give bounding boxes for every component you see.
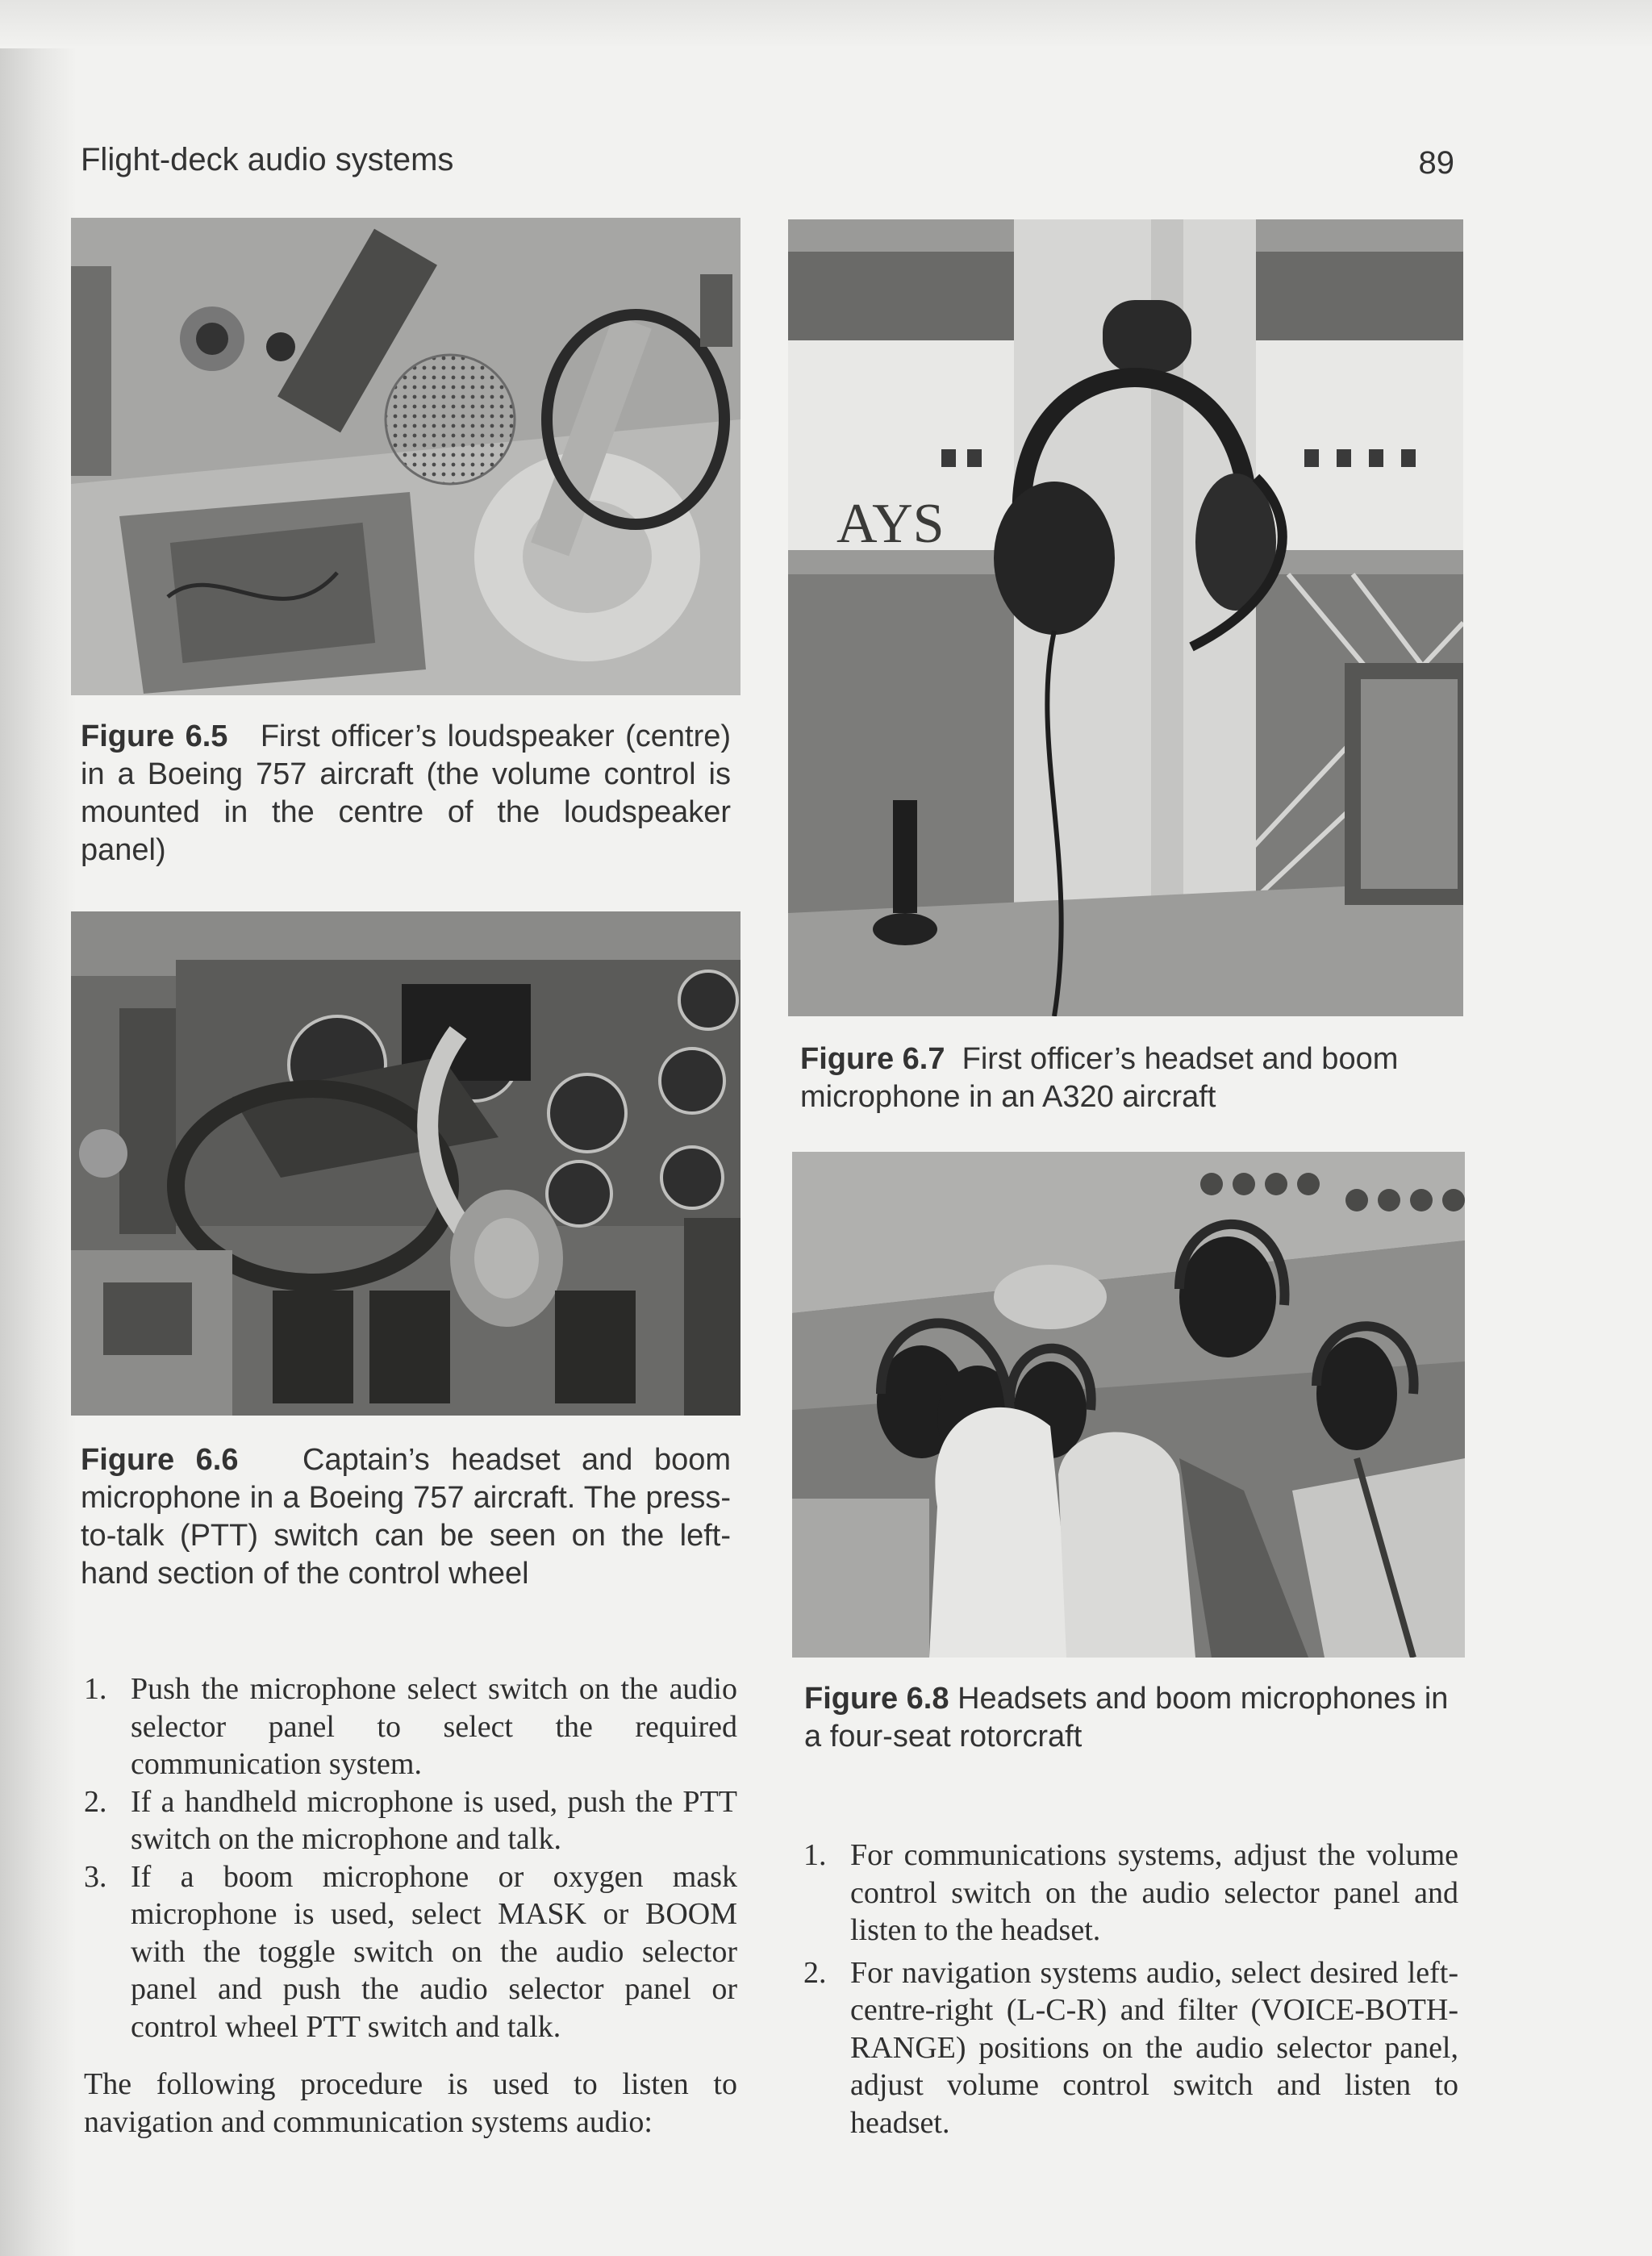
figure-6-8-photo [792, 1152, 1465, 1658]
list-item-text: If a handheld microphone is used, push the PTT switch on the microphone and talk. [131, 1784, 737, 1856]
list-item-number: 1. [803, 1838, 827, 1872]
list-item-text: For communications systems, adjust the volume control switch on the audio selector panel and listen to the headset. [850, 1838, 1458, 1947]
figure-6-8-text: Headsets and boom microphones in a four-seat rotorcraft [804, 1682, 1449, 1754]
figure-6-5-text: First officer’s loudspeaker (centre) in a Boeing 757 aircraft (the volume control is mounted in the centre of the loudspeaker panel) [81, 719, 732, 867]
figure-6-6-label: Figure 6.6 [81, 1443, 239, 1477]
running-head: Flight-deck audio systems [81, 142, 454, 177]
page-top-shadow [0, 0, 1652, 48]
list-item [84, 1858, 737, 2046]
list-item-number: 3. [84, 1859, 107, 1894]
figure-6-8-caption [804, 1680, 1462, 1756]
figure-6-6-caption [81, 1441, 731, 1593]
list-item-text: Push the microphone select switch on the audio selector panel to select the required communication system. [131, 1672, 737, 1781]
figure-6-5-label: Figure 6.5 [81, 719, 228, 753]
list-item [84, 1783, 737, 1858]
page-gutter-shadow [0, 0, 77, 2256]
figure-6-8-label: Figure 6.8 [804, 1682, 949, 1716]
right-steps-list [803, 1837, 1458, 2141]
list-item-text: If a boom microphone or oxygen mask microphone is used, select MASK or BOOM with the toggle switch on the audio selector panel and push the audio selector panel or control wheel PTT switch and talk. [131, 1859, 737, 2044]
list-item-number: 2. [803, 1955, 827, 1990]
figure-6-5-photo [71, 218, 740, 695]
list-item-text: For navigation systems audio, select desired left-centre-right (L-C-R) and filter (VOICE-BOTH-RANGE) positions on the audio selector panel, adjust volume control switch and listen to headset. [850, 1955, 1458, 2140]
figure-6-5-caption [81, 718, 731, 869]
page-number: 89 [1418, 145, 1454, 181]
figure-6-7-photo [788, 219, 1463, 1016]
left-steps-list [84, 1670, 737, 2045]
figure-6-7-caption [800, 1040, 1462, 1116]
list-item [803, 1837, 1458, 1950]
figure-6-7-label: Figure 6.7 [800, 1042, 945, 1076]
figure-6-6-photo [71, 911, 740, 1416]
figure-6-7-fuselage-lettering: AYS [836, 493, 945, 555]
procedure-intro-paragraph: The following procedure is used to listen to navigation and communication systems audio: [84, 2067, 737, 2139]
list-item [84, 1670, 737, 1783]
list-item [803, 1954, 1458, 2142]
figure-6-7-text: First officer’s headset and boom microphone in an A320 aircraft [800, 1042, 1399, 1114]
list-item-number: 1. [84, 1672, 107, 1706]
figure-6-6-text: Captain’s headset and boom microphone in a Boeing 757 aircraft. The press-to-talk (PTT) switch can be seen on the left-hand section of the control wheel [81, 1443, 732, 1591]
list-item-number: 2. [84, 1784, 107, 1819]
